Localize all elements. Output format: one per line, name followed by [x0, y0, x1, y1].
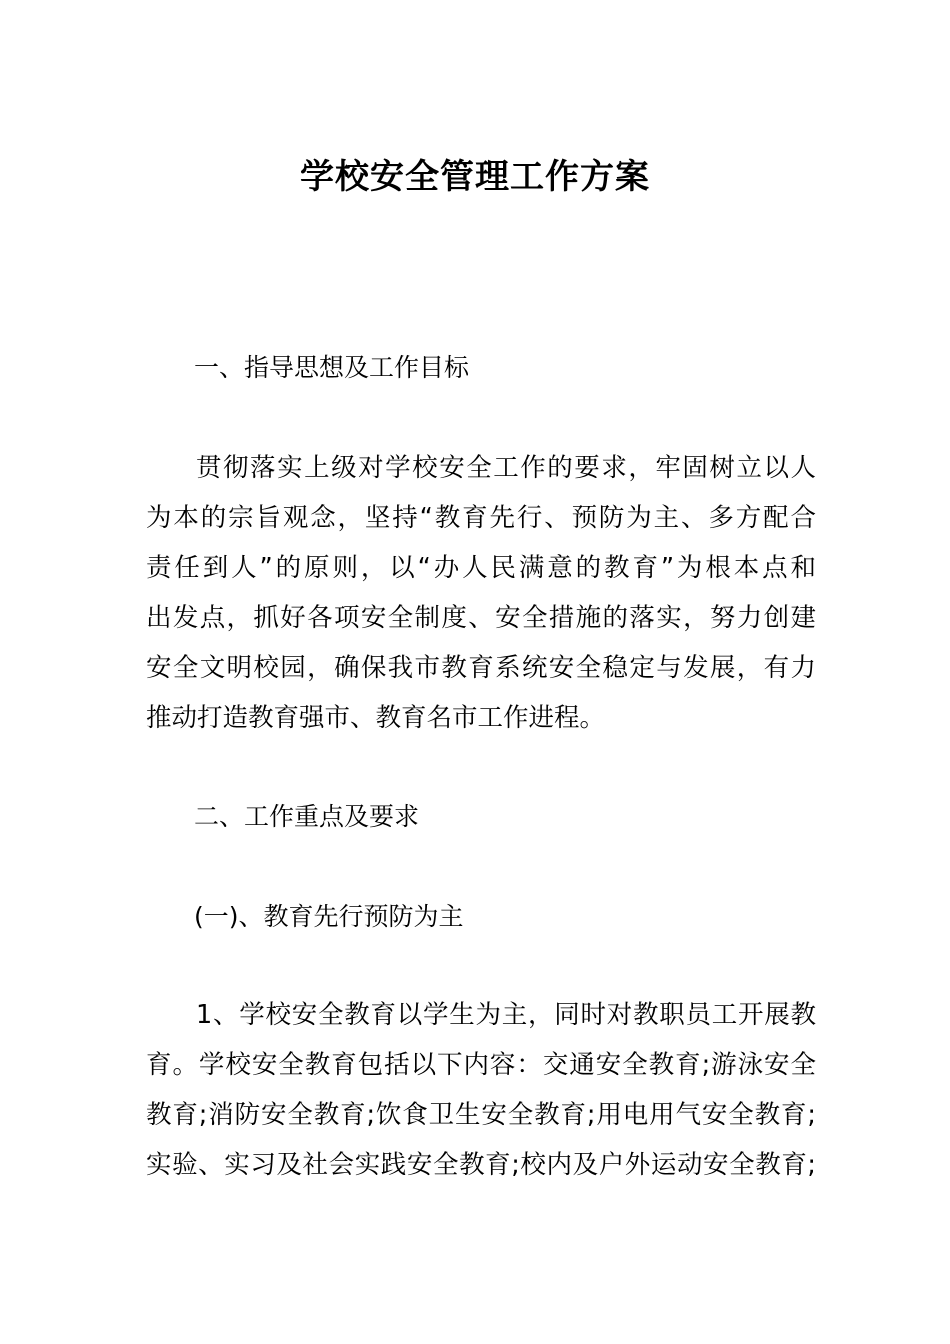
paragraph-line: 育。学校安全教育包括以下内容：交通安全教育;游泳安全 — [146, 1050, 816, 1080]
paragraph-line: 实验、实习及社会实践安全教育;校内及户外运动安全教育; — [146, 1150, 816, 1180]
section-heading-2: 二、工作重点及要求 — [194, 802, 420, 831]
section-1-paragraph — [146, 443, 816, 743]
paragraph-line: 安全文明校园，确保我市教育系统安全稳定与发展，有力 — [146, 653, 816, 683]
paragraph-line: 贯彻落实上级对学校安全工作的要求，牢固树立以人 — [196, 453, 816, 483]
paragraph-line: 推动打造教育强市、教育名市工作进程。 — [146, 703, 606, 733]
subsection-heading-1: (一)、教育先行预防为主 — [194, 902, 464, 931]
document-title: 学校安全管理工作方案 — [300, 157, 650, 197]
paragraph-line: 责任到人”的原则，以“办人民满意的教育”为根本点和 — [146, 553, 816, 583]
paragraph-line: 教育;消防安全教育;饮食卫生安全教育;用电用气安全教育; — [146, 1100, 816, 1130]
paragraph-line: 为本的宗旨观念，坚持“教育先行、预防为主、多方配合 — [146, 503, 816, 533]
item-1-paragraph — [146, 990, 816, 1190]
paragraph-line: 1、学校安全教育以学生为主，同时对教职员工开展教 — [196, 1000, 816, 1030]
section-heading-1: 一、指导思想及工作目标 — [194, 353, 470, 382]
paragraph-line: 出发点，抓好各项安全制度、安全措施的落实，努力创建 — [146, 603, 816, 633]
